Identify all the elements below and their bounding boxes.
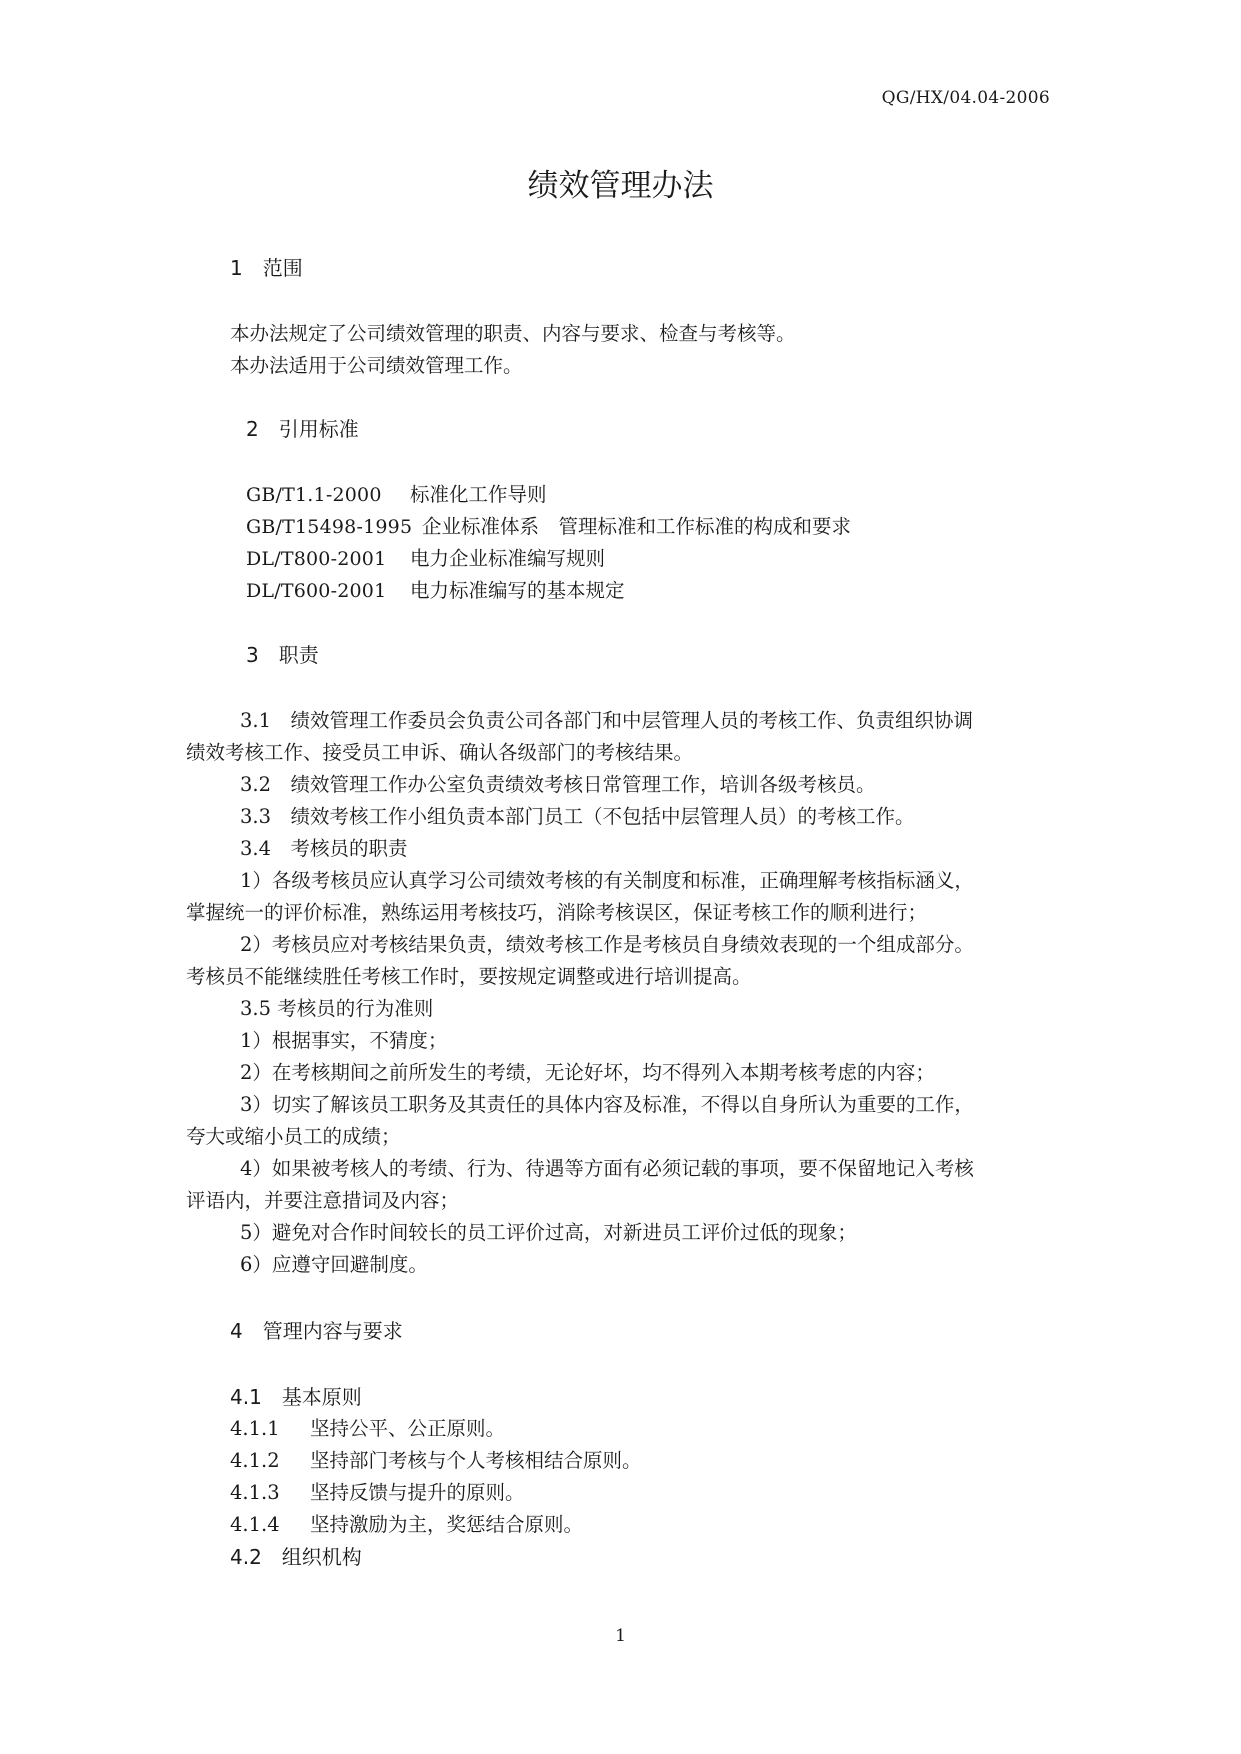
section-heading-management: 4 管理内容与要求 — [230, 1319, 403, 1343]
document-code: QG/HX/04.04-2006 — [881, 88, 1050, 108]
principle-item — [230, 1445, 642, 1473]
responsibility-line: 3.3 绩效考核工作小组负责本部门员工（不包括中层管理人员）的考核工作。 — [240, 805, 915, 828]
responsibility-line: 3）切实了解该员工职务及其责任的具体内容及标准，不得以自身所认为重要的工作， — [240, 1093, 974, 1116]
responsibility-line: 夸大或缩小员工的成绩； — [186, 1125, 401, 1148]
principle-text: 坚持激励为主，奖惩结合原则。 — [310, 1513, 584, 1536]
responsibility-line: 绩效考核工作、接受员工申诉、确认各级部门的考核结果。 — [186, 741, 694, 764]
responsibility-line: 2）考核员应对考核结果负责，绩效考核工作是考核员自身绩效表现的一个组成部分。 — [240, 933, 974, 956]
principle-text: 坚持反馈与提升的原则。 — [310, 1481, 525, 1504]
principle-text: 坚持公平、公正原则。 — [310, 1417, 506, 1440]
reference-name: 企业标准体系 管理标准和工作标准的构成和要求 — [422, 515, 852, 538]
responsibility-line: 1）各级考核员应认真学习公司绩效考核的有关制度和标准，正确理解考核指标涵义， — [240, 869, 974, 892]
principle-number: 4.1.1 — [230, 1417, 280, 1440]
scope-paragraph-2: 本办法适用于公司绩效管理工作。 — [230, 354, 523, 377]
responsibility-line: 1）根据事实，不猜度； — [240, 1029, 448, 1052]
section-heading-references: 2 引用标准 — [246, 417, 359, 441]
principle-item — [230, 1413, 505, 1441]
responsibility-line: 考核员不能继续胜任考核工作时，要按规定调整或进行培训提高。 — [186, 965, 752, 988]
reference-item — [246, 511, 851, 539]
responsibility-line: 3.4 考核员的职责 — [240, 837, 408, 860]
responsibility-line: 掌握统一的评价标准，熟练运用考核技巧，消除考核误区，保证考核工作的顺利进行； — [186, 901, 928, 924]
reference-item — [246, 479, 547, 507]
section-heading-responsibilities: 3 职责 — [246, 643, 319, 667]
principle-number: 4.1.3 — [230, 1481, 280, 1504]
principle-number: 4.1.4 — [230, 1513, 280, 1536]
section-heading-scope: 1 范围 — [230, 256, 303, 280]
principle-item — [230, 1477, 525, 1505]
reference-item — [246, 575, 625, 603]
reference-name: 电力企业标准编写规则 — [410, 547, 606, 570]
principle-item — [230, 1509, 583, 1537]
reference-code: DL/T800-2001 — [246, 548, 387, 570]
responsibility-line: 评语内，并要注意措词及内容； — [186, 1189, 460, 1212]
reference-name: 电力标准编写的基本规定 — [410, 579, 625, 602]
reference-code: GB/T15498-1995 — [246, 516, 413, 538]
reference-code: GB/T1.1-2000 — [246, 484, 382, 506]
subsection-heading-principles: 4.1 基本原则 — [230, 1385, 362, 1409]
responsibility-line: 3.1 绩效管理工作委员会负责公司各部门和中层管理人员的考核工作、负责组织协调 — [240, 709, 974, 732]
principle-number: 4.1.2 — [230, 1449, 280, 1472]
responsibility-line: 4）如果被考核人的考绩、行为、待遇等方面有必须记载的事项，要不保留地记入考核 — [240, 1157, 974, 1180]
reference-name: 标准化工作导则 — [410, 483, 547, 506]
page-number: 1 — [615, 1626, 626, 1646]
document-title: 绩效管理办法 — [527, 168, 714, 204]
scope-paragraph-1: 本办法规定了公司绩效管理的职责、内容与要求、检查与考核等。 — [230, 322, 796, 345]
responsibility-line: 6）应遵守回避制度。 — [240, 1253, 428, 1276]
responsibility-line: 5）避免对合作时间较长的员工评价过高，对新进员工评价过低的现象； — [240, 1221, 857, 1244]
principle-text: 坚持部门考核与个人考核相结合原则。 — [310, 1449, 642, 1472]
subsection-heading-organization: 4.2 组织机构 — [230, 1545, 362, 1569]
responsibility-line: 2）在考核期间之前所发生的考绩，无论好坏，均不得列入本期考核考虑的内容； — [240, 1061, 935, 1084]
reference-code: DL/T600-2001 — [246, 580, 387, 602]
responsibility-line: 3.2 绩效管理工作办公室负责绩效考核日常管理工作，培训各级考核员。 — [240, 773, 876, 796]
responsibility-line: 3.5 考核员的行为准则 — [240, 997, 434, 1020]
reference-item — [246, 543, 605, 571]
